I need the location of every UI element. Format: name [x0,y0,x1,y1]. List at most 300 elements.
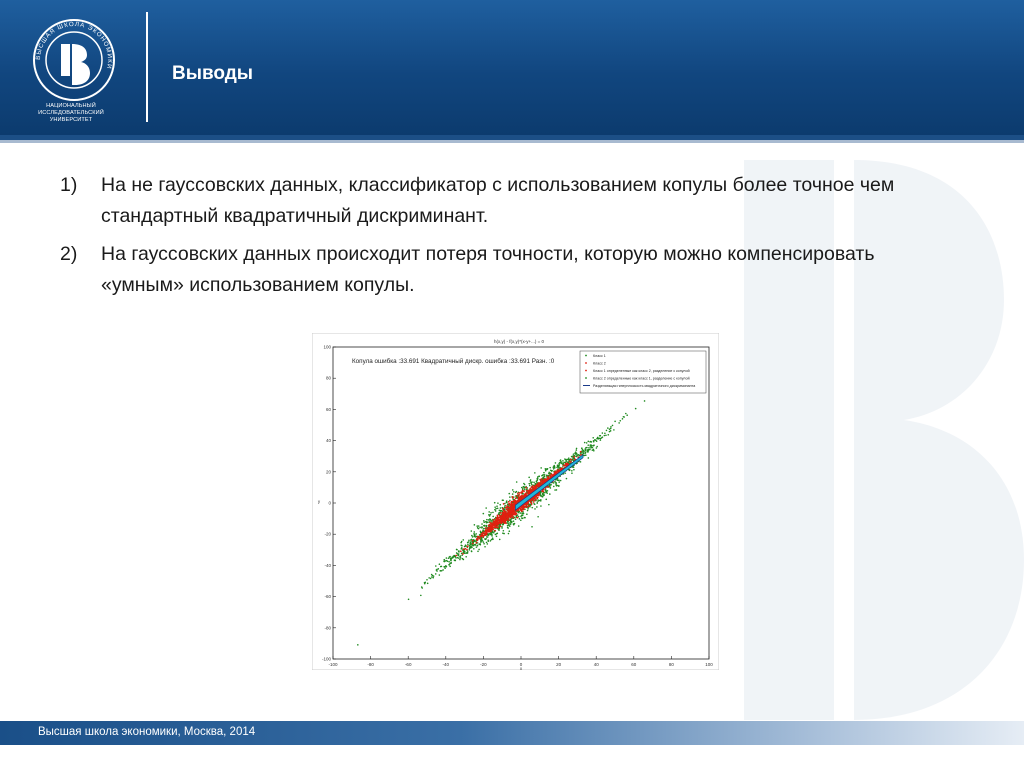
class2-point [537,483,539,485]
class1-point [481,523,483,525]
class1-point [593,440,595,442]
class2-point [517,493,519,495]
class1-point [554,481,556,483]
class1-point [477,551,479,553]
class2-point [543,481,545,483]
class2-point [485,527,487,529]
y-tick-label: 20 [325,469,331,475]
class1-point [530,482,532,484]
class1-point [522,518,524,520]
class2-point [462,553,464,555]
conclusions-list [60,170,930,308]
class1-point [491,535,493,537]
class1-point [473,548,475,550]
x-tick-label: 40 [593,662,599,667]
class1-point [483,513,485,515]
list-item-text: На гауссовских данных происходит потеря точности, которую можно компенсировать «умным» использованием копулы. [101,243,875,296]
class2-point [533,498,535,500]
class1-point [586,442,588,444]
class1-point [560,480,562,482]
y-tick-label: 60 [325,406,331,412]
class1-point [542,474,544,476]
class1-point [544,474,546,476]
class2-point [502,520,504,522]
class2-point [527,490,529,492]
class1-point [497,502,499,504]
class2-point [472,543,474,545]
class1-point [619,420,621,422]
class1-point [527,510,529,512]
class1-point [458,557,460,559]
class1-point [494,506,496,508]
class1-point [470,539,472,541]
class1-point [408,598,410,600]
logo-seal-text: ВЫСШАЯ ШКОЛА ЭКОНОМИКИ [34,20,114,71]
y-axis-label: y [317,499,321,504]
class1-point [464,551,466,553]
class2-point [466,549,468,551]
class1-point [576,449,578,451]
class1-point [487,543,489,545]
class1-point [478,549,480,551]
class1-point [558,481,560,483]
class1-point [567,459,569,461]
class1-point [445,565,447,567]
class1-point [610,430,612,432]
list-item [60,170,930,232]
class1-point [574,452,576,454]
class1-point [549,467,551,469]
class1-point [528,477,530,479]
x-tick-label: -20 [480,662,487,667]
class2-point [525,492,527,494]
class1-point [566,478,568,480]
class1-point [470,530,472,532]
class1-point [509,496,511,498]
class1-point [585,450,587,452]
class1-point [487,536,489,538]
class2-point [511,501,513,503]
class1-point [478,543,480,545]
class2-point [551,473,553,475]
class1-point [558,464,560,466]
class1-point [475,544,477,546]
class1-point [454,556,456,558]
class1-point [571,470,573,472]
class2-point [482,532,484,534]
class2-point [529,490,531,492]
class1-point [596,440,598,442]
class1-point [564,458,566,460]
class1-point [480,541,482,543]
class1-point [494,509,496,511]
class2-point [486,529,488,531]
class1-point [518,512,520,514]
class2-point [508,501,510,503]
class2-point [516,517,518,519]
class2-point [514,502,516,504]
class1-point [573,453,575,455]
class2-point [490,523,492,525]
class1-point [459,556,461,558]
class1-point [487,540,489,542]
class1-point [565,459,567,461]
class1-point [502,499,504,501]
class1-point [587,444,589,446]
class2-point [497,527,499,529]
class2-point [511,510,513,512]
class1-point [584,448,586,450]
class2-point [508,519,510,521]
class1-point [496,535,498,537]
class2-point [509,507,511,509]
class1-point [540,467,542,469]
class2-point [495,526,497,528]
class2-point [502,508,504,510]
class1-point [527,508,529,510]
class1-point [450,557,452,559]
class2-point [490,528,492,530]
class1-point [474,540,476,542]
class2-point [521,495,523,497]
class2-point [515,502,517,504]
class1-point [545,499,547,501]
class1-point [524,517,526,519]
class1-point [614,421,616,423]
class1-point [536,506,538,508]
class1-point [450,559,452,561]
class2-point [500,512,502,514]
class1-point [549,485,551,487]
class2-point [500,525,502,527]
class1-point [548,504,550,506]
class1-point [558,466,560,468]
class1-point [507,525,509,527]
class1-point [428,577,430,579]
class1-point [512,489,514,491]
class1-point [540,499,542,501]
class2-point [548,486,550,488]
class2-point [476,538,478,540]
class2-point [506,514,508,516]
class2-point [503,510,505,512]
class1-point [476,546,478,548]
class2-point [477,536,479,538]
class1-point [571,472,573,474]
class2-point [472,540,474,542]
class1-point [499,510,501,512]
x-tick-label: 20 [556,662,562,667]
class1-point [456,549,458,551]
class1-point [490,512,492,514]
class1-point [553,482,555,484]
class1-point [625,413,627,415]
class1-point [590,444,592,446]
class2-point [521,492,523,494]
class2-point [519,492,521,494]
y-tick-label: -20 [324,531,331,537]
class1-point [600,439,602,441]
class1-point [448,557,450,559]
class1-point [492,538,494,540]
class1-point [583,451,585,453]
list-item [60,239,930,301]
class1-point [508,530,510,532]
class1-point [599,435,601,437]
class1-point [430,578,432,580]
class1-point [486,542,488,544]
class1-point [546,469,548,471]
chart-svg [312,333,719,670]
class1-point [537,478,539,480]
class2-point [496,517,498,519]
class1-point [467,543,469,545]
class1-point [474,534,476,536]
class1-point [534,472,536,474]
class1-point [558,463,560,465]
class1-point [515,518,517,520]
class1-point [523,483,525,485]
class2-point [565,463,567,465]
class1-point [556,489,558,491]
class1-point [576,453,578,455]
class1-point [492,512,494,514]
class2-point [573,456,575,458]
class2-point [506,517,508,519]
class2-point [497,516,499,518]
class1-point [536,480,538,482]
class1-point [613,429,615,431]
class2-point [455,555,457,557]
class1-point [474,524,476,526]
class1-point [438,568,440,570]
class1-point [607,434,609,436]
class1-point [588,447,590,449]
list-item-number: 1) [60,174,78,196]
class2-point [496,523,498,525]
class2-point [500,519,502,521]
class1-point [496,505,498,507]
class1-point [510,519,512,521]
class2-point [540,482,542,484]
class1-point [490,540,492,542]
class1-point [524,486,526,488]
class2-point [467,546,469,548]
class1-point [524,489,526,491]
class2-point [570,459,572,461]
class1-point [483,528,485,530]
y-tick-label: -60 [324,594,331,600]
class1-point [508,493,510,495]
class1-point [592,437,594,439]
class1-point [541,496,543,498]
y-tick-label: -40 [324,562,331,568]
list-item-text: На не гауссовских данных, классификатор с использованием копулы более точное чем стандартный квадратичный дискриминант. [101,174,895,227]
class1-point [444,567,446,569]
class2-point [514,513,516,515]
class1-point [581,447,583,449]
class1-point [477,545,479,547]
class1-point [571,456,573,458]
class1-point [439,563,441,565]
class1-point [560,463,562,465]
class1-point [468,549,470,551]
class1-point [610,426,612,428]
chart-annotation: Копула ошибка :33.691 Квадратичный дискр. ошибка :33.691 Разн. :0 [352,358,555,365]
class1-point [443,566,445,568]
class1-point [573,469,575,471]
class1-point [471,550,473,552]
class1-point [530,479,532,481]
class1-point [540,505,542,507]
class1-point [554,489,556,491]
class1-point [449,566,451,568]
class1-point [585,454,587,456]
class1-point [592,449,594,451]
class1-point [622,418,624,420]
class1-point [519,512,521,514]
class1-point [557,465,559,467]
legend-entry: Класс 1 определенные как класс 2, разделение с копулой [593,369,690,373]
y-tick-label: -100 [321,656,331,662]
class1-point [490,534,492,536]
class1-point [543,472,545,474]
class1-point [587,451,589,453]
class1-point [448,561,450,563]
legend-entry: Класс 2 определенные как класс 1, разделение с копулой [593,376,690,381]
class1-point [537,516,539,518]
class1-point [588,457,590,459]
class1-point [521,513,523,515]
class1-point [545,469,547,471]
class1-point [586,449,588,451]
class2-point [499,517,501,519]
class1-point [458,553,460,555]
class1-point [596,446,598,448]
class1-point [612,425,614,427]
class2-point [524,494,526,496]
class1-point [486,522,488,524]
x-tick-label: -40 [442,662,450,667]
class1-point [485,538,487,540]
class2-point [512,500,514,502]
class2-point [494,530,496,532]
class1-point [483,521,485,523]
class1-point [618,422,620,424]
class2-point [514,511,516,513]
class1-point [529,485,531,487]
y-tick-label: -80 [324,625,331,631]
class1-point [589,449,591,451]
class1-point [427,583,429,585]
class1-point [591,446,593,448]
class2-point [485,533,487,535]
class1-point [487,535,489,537]
y-tick-label: 40 [325,438,331,444]
class2-point [569,461,571,463]
class1-point [503,530,505,532]
class1-point [492,531,494,533]
class1-point [526,513,528,515]
class2-point [510,513,512,515]
class2-point [535,486,537,488]
class1-point [500,507,502,509]
class1-point [547,490,549,492]
class2-point [512,513,514,515]
class1-point [576,448,578,450]
class2-point [484,530,486,532]
class2-point [476,542,478,544]
class1-point [448,564,450,566]
class1-point [543,477,545,479]
class2-point [502,518,504,520]
class1-point [509,500,511,502]
class1-point [492,516,494,518]
footer-text: Высшая школа экономики, Москва, 2014 [38,726,256,738]
class1-point [602,436,604,438]
class2-point [463,548,465,550]
class1-point [597,437,599,439]
class2-point [499,515,501,517]
class1-point [468,539,470,541]
class2-point [504,520,506,522]
class1-point [558,485,560,487]
class1-point [459,559,461,561]
class2-point [488,524,490,526]
class1-point [518,525,520,527]
class1-point [465,545,467,547]
class1-point [497,507,499,509]
class1-point [512,493,514,495]
class1-point [580,461,582,463]
class2-point [460,550,462,552]
class1-point [440,570,442,572]
class2-point [503,503,505,505]
class1-point [426,579,428,581]
class2-point [518,510,520,512]
class1-point [491,539,493,541]
class2-point [512,496,514,498]
y-tick-label: 0 [328,500,331,506]
class1-point [584,442,586,444]
class1-point [610,428,612,430]
legend-marker [585,377,587,379]
class1-point [553,465,555,467]
class2-point [509,503,511,505]
class1-point [553,466,555,468]
class1-point [420,595,422,597]
class1-point [441,566,443,568]
class2-point [479,538,481,540]
class2-point [509,510,511,512]
class2-point [543,479,545,481]
class1-point [635,408,637,410]
class1-point [564,472,566,474]
class1-point [501,527,503,529]
class2-point [507,517,509,519]
class1-point [483,541,485,543]
class2-point [510,516,512,518]
class1-point [537,476,539,478]
class1-point [463,559,465,561]
class1-point [543,494,545,496]
class1-point [432,577,434,579]
class2-point [494,523,496,525]
class2-point [563,465,565,467]
class1-point [604,432,606,434]
legend-marker [585,370,587,372]
class1-point [458,551,460,553]
